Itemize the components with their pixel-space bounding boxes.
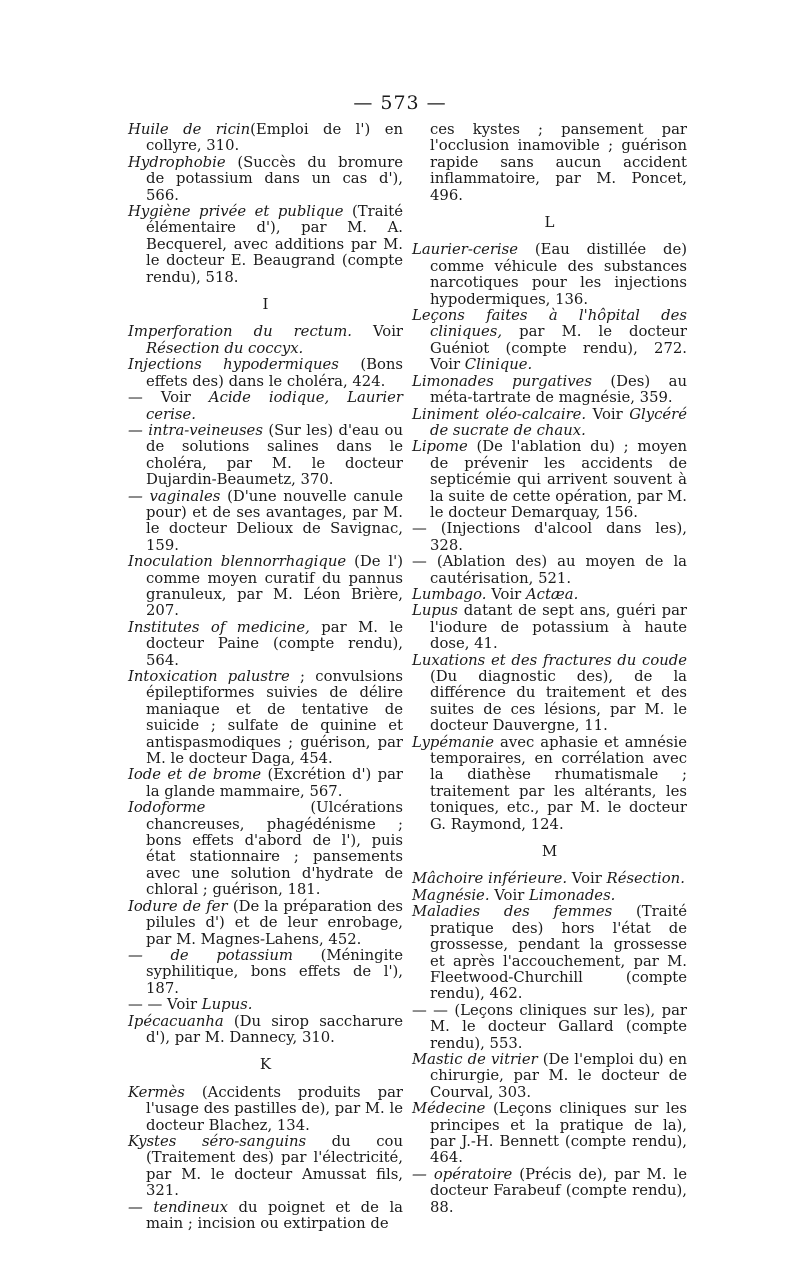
- index-entry: [128, 620, 403, 669]
- entry-headword: Iodure de fer: [128, 897, 228, 915]
- entry-text: — Voir: [128, 389, 209, 407]
- index-entry: [412, 1101, 687, 1167]
- entry-text: (Traité pratique des) hors l'état de grossesse, pendant la grossesse et après l'accouchement, par M. Fleetwood-Churchill (compte rendu), 462.: [430, 903, 687, 1003]
- entry-cross-reference: Résection du coccyx.: [146, 339, 304, 357]
- index-entry: [412, 603, 687, 652]
- index-entry: [128, 1014, 403, 1047]
- section-letter: I: [262, 295, 269, 314]
- entry-headword: Huile de ricin: [128, 121, 251, 138]
- entry-cross-reference: Actæa.: [525, 585, 579, 603]
- entry-headword: — vaginales: [128, 487, 221, 505]
- index-entry: [128, 357, 403, 390]
- entry-headword: Leçons faites à l'hôpital des cliniques,: [412, 307, 687, 341]
- entry-cross-reference: Glycéré de sucrate de chaux.: [430, 405, 687, 439]
- entry-text: — (Injections d'alcool dans les), 328.: [412, 520, 687, 554]
- index-entry: [128, 1200, 403, 1233]
- index-entry: [128, 324, 403, 357]
- index-entry: [412, 1167, 687, 1216]
- entry-text: datant de sept ans, guéri par l'iodure de potassium à haute dose, 41.: [430, 602, 687, 653]
- index-entry: [128, 1085, 403, 1134]
- entry-text: (Bons effets des) dans le choléra, 424.: [146, 356, 403, 390]
- entry-text: — (Ablation des) au moyen de la cautérisation, 521.: [412, 553, 687, 587]
- entry-headword: Kermès: [128, 1083, 185, 1101]
- entry-text: (Ulcérations chancreuses, phagédénisme ; bons effets d'abord de l'), puis état stationnaire ; pansements avec une solution d'hydrate de chloral ; guérison, 181.: [146, 799, 403, 899]
- index-entry: [412, 587, 687, 603]
- index-entry: [128, 997, 403, 1013]
- index-entry: [412, 1003, 687, 1052]
- entry-cross-reference: Résection.: [606, 870, 685, 888]
- entry-cross-reference: Clinique.: [464, 356, 533, 374]
- index-entry: [128, 423, 403, 489]
- entry-headword: Lipome: [412, 438, 468, 456]
- index-entry: [128, 204, 403, 286]
- entry-headword: Laurier-cerise: [412, 241, 519, 259]
- entry-text: Voir: [486, 585, 526, 603]
- entry-headword: Médecine: [412, 1100, 486, 1118]
- section-letter: K: [259, 1055, 272, 1074]
- entry-headword: — intra-veineuses: [128, 421, 263, 439]
- entry-text: (De l') comme moyen curatif du pannus granuleux, par M. Léon Brière, 207.: [146, 553, 403, 620]
- entry-headword: Imperforation du rectum.: [128, 323, 352, 341]
- entry-text: (Emploi de l') en collyre, 310.: [146, 121, 403, 155]
- entry-headword: Iode et de brome: [128, 766, 262, 784]
- section-letter: M: [541, 842, 558, 861]
- entry-text: Voir: [586, 405, 630, 423]
- entry-text: (Excrétion d') par la glande mammaire, 567.: [146, 766, 403, 800]
- entry-text: du poignet et de la main ; incision ou extirpation de: [146, 1198, 403, 1232]
- entry-cross-reference: Acide iodique, Laurier cerise.: [146, 389, 403, 423]
- index-entry-continued: [412, 122, 687, 204]
- section-letter: L: [544, 213, 555, 232]
- index-entry: [128, 767, 403, 800]
- index-entry: [412, 521, 687, 554]
- entry-headword: Limonades purgatives: [412, 372, 592, 390]
- entry-headword: Ipécacuanha: [128, 1012, 224, 1030]
- entry-headword: Injections hypodermiques: [128, 356, 339, 374]
- entry-text: (Du diagnostic des), de la différence du traitement et des suites de ces lésions, par M. le docteur Dauvergne, 11.: [430, 668, 687, 735]
- entry-text: avec aphasie et amnésie temporaires, en corrélation avec la diathèse rhumatismale ; traitement par les altérants, les toniques, etc., par M. le docteur G. Raymond, 124.: [430, 733, 687, 833]
- entry-cross-reference: Limonades.: [528, 886, 616, 904]
- entry-text: Voir: [489, 886, 529, 904]
- entry-text: par M. le docteur Paine (compte rendu), 564.: [146, 618, 403, 669]
- entry-text: Voir: [567, 870, 607, 888]
- entry-text: (Méningite syphilitique, bons effets de l'), 187.: [146, 946, 404, 997]
- right-column: [412, 122, 687, 1216]
- entry-headword: Hydrophobie: [128, 153, 226, 171]
- entry-text: (Leçons cliniques sur les principes et la pratique de la), par J.-H. Bennett (compte rendu), 464.: [430, 1100, 687, 1167]
- entry-headword: Inoculation blennorrhagique: [128, 553, 347, 571]
- entry-text: — — (Leçons cliniques sur les), par M. le docteur Gallard (compte rendu), 553.: [412, 1001, 687, 1052]
- index-entry: [412, 407, 687, 440]
- entry-text: (Accidents produits par l'usage des pastilles de), par M. le docteur Blachez, 134.: [146, 1083, 403, 1134]
- entry-text: (D'une nouvelle canule pour) et de ses avantages, par M. le docteur Delioux de Savignac, 159.: [146, 487, 403, 554]
- entry-headword: Lumbago.: [412, 585, 487, 603]
- entry-text: (Des) au méta-tartrate de magnésie, 359.: [430, 372, 687, 407]
- entry-text: ; convulsions épileptiformes suivies de délire maniaque et de tentative de suicide ; sulfate de quinine et antispasmodiques ; guérison, par M. le docteur Daga, 454.: [146, 668, 403, 768]
- index-entry: [412, 439, 687, 521]
- index-entry: [128, 800, 403, 898]
- entry-text: (De l'ablation du) ; moyen de prévenir les accidents de septicémie qui arrivent souvent à la suite de cette opération, par M. le docteur Demarquay, 156.: [430, 438, 687, 521]
- index-entry: [412, 735, 687, 833]
- entry-text: (Du sirop saccharure d'), par M. Dannecy, 310.: [146, 1012, 403, 1046]
- entry-text: (Précis de), par M. le docteur Farabeuf (compte rendu), 88.: [430, 1165, 688, 1216]
- entry-headword: Luxations et des fractures du coude: [412, 651, 687, 669]
- index-entry: [412, 888, 687, 904]
- entry-headword: — opératoire: [412, 1165, 513, 1183]
- entry-text: — — Voir: [128, 996, 202, 1014]
- entry-text: (Sur les) d'eau ou de solutions salines dans le choléra, par M. le docteur Dujardin-Beaumetz, 370.: [146, 421, 403, 489]
- page-number: — 573 —: [353, 92, 447, 114]
- entry-headword: Lypémanie: [412, 733, 495, 751]
- entry-headword: Lupus: [412, 602, 458, 620]
- entry-headword: Mâchoire inférieure.: [412, 870, 568, 888]
- index-entry: [128, 155, 403, 204]
- index-entry: [412, 242, 687, 308]
- index-entry: [412, 308, 687, 374]
- entry-headword: Iodoforme: [128, 799, 206, 817]
- index-entry: [412, 653, 687, 735]
- entry-text: (Eau distillée de) comme véhicule des substances narcotiques pour les injections hypodermiques, 136.: [430, 241, 687, 308]
- index-entry: [128, 554, 403, 620]
- index-entry: [128, 1134, 403, 1200]
- index-entry: [128, 122, 403, 155]
- index-entry: [412, 374, 687, 407]
- entry-cross-reference: Lupus.: [201, 996, 253, 1014]
- entry-headword: Hygiène privée et publique: [128, 203, 344, 221]
- entry-headword: Intoxication palustre: [128, 668, 290, 685]
- index-entry: [412, 904, 687, 1002]
- entry-text: (Succès du bromure de potassium dans un cas d'), 566.: [146, 153, 403, 204]
- entry-text: du cou (Traitement des) par l'électricité, par M. le docteur Amussat fils, 321.: [146, 1132, 403, 1200]
- entry-headword: Maladies des femmes: [412, 903, 613, 921]
- entry-headword: — de potassium: [128, 946, 293, 964]
- entry-headword: Liniment oléo-calcaire.: [412, 405, 587, 423]
- entry-text: (Traité élémentaire d'), par M. A. Becquerel, avec additions par M. le docteur E. Beaugrand (compte rendu), 518.: [146, 203, 403, 286]
- entry-headword: Institutes of medicine,: [128, 618, 310, 636]
- index-entry: [128, 669, 403, 767]
- index-entry: [412, 1052, 687, 1101]
- left-column: [128, 122, 403, 1232]
- entry-headword: Kystes séro-sanguins: [128, 1132, 307, 1150]
- entry-text: Voir: [351, 323, 403, 341]
- entry-text: (De l'emploi du) en chirurgie, par M. le docteur de Courval, 303.: [430, 1050, 688, 1101]
- entry-text: (De la préparation des pilules d') et de leur enrobage, par M. Magnes-Lahens, 452.: [146, 897, 403, 948]
- index-entry: [128, 390, 403, 423]
- index-entry: [412, 554, 687, 587]
- index-entry: [128, 948, 403, 997]
- entry-headword: — tendineux: [128, 1198, 228, 1216]
- entry-text: ces kystes ; pansement par l'occlusion inamovible ; guérison rapide sans aucun accident inflammatoire, par M. Poncet, 496.: [430, 121, 687, 204]
- entry-headword: Magnésie.: [412, 886, 490, 904]
- index-entry: [128, 899, 403, 948]
- index-entry: [412, 871, 687, 887]
- index-entry: [128, 489, 403, 555]
- entry-headword: Mastic de vitrier: [412, 1050, 538, 1068]
- entry-text: par M. le docteur Guéniot (compte rendu), 272. Voir: [430, 323, 687, 374]
